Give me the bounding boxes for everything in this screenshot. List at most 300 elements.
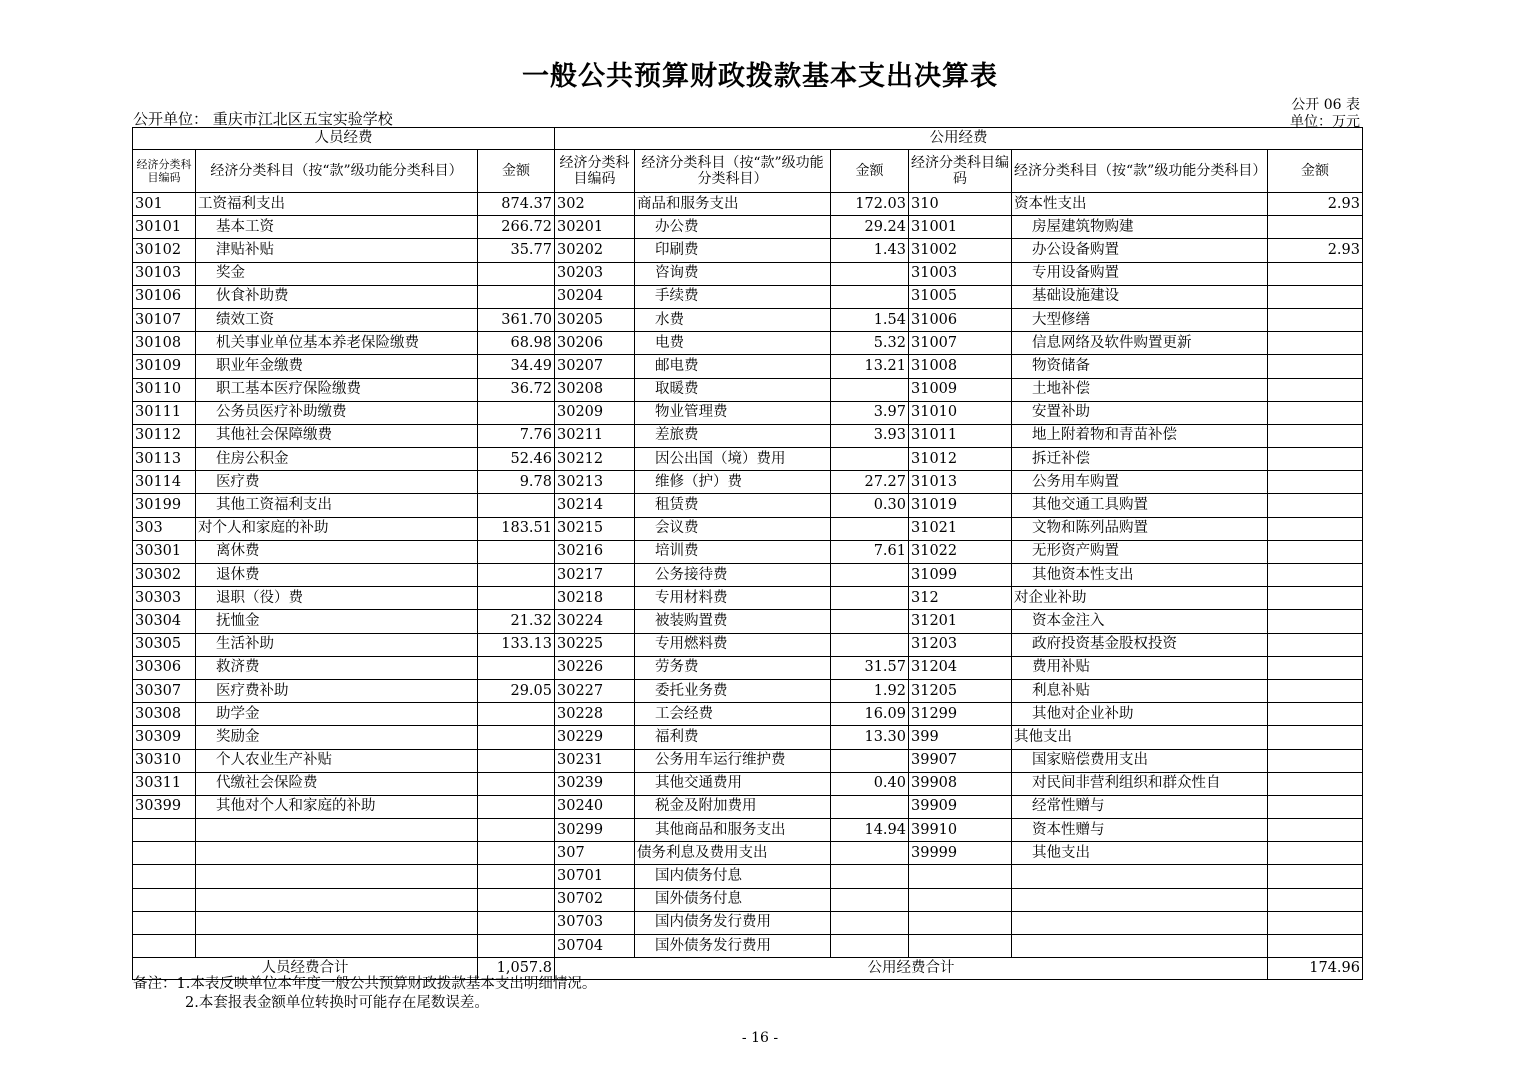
public-name-cell: 物业管理费 — [635, 401, 831, 424]
public-amount-cell: 14.94 — [831, 819, 909, 842]
personnel-name-cell: 奖励金 — [196, 726, 478, 749]
public-amount-cell: 27.27 — [831, 471, 909, 494]
public-amount-cell: 172.03 — [831, 193, 909, 216]
public-code-cell: 30209 — [555, 401, 635, 424]
public-name-cell: 差旅费 — [635, 424, 831, 447]
table-row — [133, 795, 1363, 818]
personnel-amount-cell — [478, 564, 555, 587]
capital-name-cell: 无形资产购置 — [1012, 540, 1268, 563]
public-amount-cell — [831, 587, 909, 610]
personnel-amount-cell: 36.72 — [478, 378, 555, 401]
page-title: 一般公共预算财政拨款基本支出决算表 — [522, 61, 998, 92]
table-row — [133, 911, 1363, 934]
table-row — [133, 703, 1363, 726]
public-name-cell: 税金及附加费用 — [635, 795, 831, 818]
personnel-code-cell: 30106 — [133, 285, 196, 308]
personnel-code-cell: 30110 — [133, 378, 196, 401]
personnel-name-cell: 助学金 — [196, 703, 478, 726]
capital-code-cell: 39909 — [909, 795, 1012, 818]
form-number: 公开 06 表 — [1291, 97, 1360, 113]
capital-amount-cell — [1268, 633, 1363, 656]
public-section-header: 公用经费 — [555, 128, 1363, 150]
capital-code-cell: 31001 — [909, 216, 1012, 239]
capital-name-cell: 其他交通工具购置 — [1012, 494, 1268, 517]
public-code-cell: 30201 — [555, 216, 635, 239]
personnel-code-cell: 30308 — [133, 703, 196, 726]
personnel-code-cell: 30307 — [133, 679, 196, 702]
public-code-cell: 30225 — [555, 633, 635, 656]
table-row — [133, 679, 1363, 702]
personnel-name-cell: 伙食补助费 — [196, 285, 478, 308]
public-name-cell: 劳务费 — [635, 656, 831, 679]
personnel-amount-cell — [478, 540, 555, 563]
capital-name-cell: 对企业补助 — [1012, 587, 1268, 610]
personnel-name-cell: 生活补助 — [196, 633, 478, 656]
public-total-value: 174.96 — [1268, 958, 1363, 980]
capital-amount-cell — [1268, 285, 1363, 308]
capital-amount-cell — [1268, 401, 1363, 424]
table-row — [133, 772, 1363, 795]
personnel-amount-cell: 52.46 — [478, 448, 555, 471]
public-total-label: 公用经费合计 — [555, 958, 1268, 980]
public-name-cell: 咨询费 — [635, 262, 831, 285]
personnel-amount-cell: 68.98 — [478, 332, 555, 355]
capital-code-cell: 39999 — [909, 842, 1012, 865]
capital-code-cell: 31009 — [909, 378, 1012, 401]
public-name-cell: 国内债务付息 — [635, 865, 831, 888]
public-name-cell: 取暖费 — [635, 378, 831, 401]
public-amount-cell: 0.40 — [831, 772, 909, 795]
personnel-code-cell: 303 — [133, 517, 196, 540]
public-name-cell: 电费 — [635, 332, 831, 355]
public-amount-cell: 3.97 — [831, 401, 909, 424]
public-name-cell: 专用材料费 — [635, 587, 831, 610]
public-amount-cell — [831, 888, 909, 911]
public-name-cell: 工会经费 — [635, 703, 831, 726]
public-name-cell: 租赁费 — [635, 494, 831, 517]
personnel-name-cell — [196, 819, 478, 842]
personnel-amount-cell — [478, 262, 555, 285]
personnel-amount-cell: 34.49 — [478, 355, 555, 378]
capital-amount-cell — [1268, 935, 1363, 958]
personnel-code-cell: 30113 — [133, 448, 196, 471]
capital-name-cell: 土地补偿 — [1012, 378, 1268, 401]
public-name-cell: 福利费 — [635, 726, 831, 749]
public-name-cell: 债务利息及费用支出 — [635, 842, 831, 865]
capital-code-cell: 31005 — [909, 285, 1012, 308]
public-name-cell: 因公出国（境）费用 — [635, 448, 831, 471]
personnel-name-cell: 基本工资 — [196, 216, 478, 239]
capital-amount-cell — [1268, 587, 1363, 610]
public-amount-cell: 3.93 — [831, 424, 909, 447]
personnel-code-cell: 30109 — [133, 355, 196, 378]
table-row — [133, 355, 1363, 378]
table-row — [133, 378, 1363, 401]
capital-amount-cell — [1268, 448, 1363, 471]
personnel-amount-cell: 133.13 — [478, 633, 555, 656]
public-code-cell: 30229 — [555, 726, 635, 749]
public-name-cell: 手续费 — [635, 285, 831, 308]
capital-name-cell — [1012, 865, 1268, 888]
capital-amount-cell — [1268, 842, 1363, 865]
capital-code-cell: 39907 — [909, 749, 1012, 772]
personnel-amount-cell — [478, 749, 555, 772]
table-row — [133, 656, 1363, 679]
table-row — [133, 262, 1363, 285]
public-amount-cell — [831, 935, 909, 958]
table-row — [133, 285, 1363, 308]
personnel-amount-cell: 183.51 — [478, 517, 555, 540]
capital-amount-cell — [1268, 610, 1363, 633]
public-code-cell: 30218 — [555, 587, 635, 610]
personnel-amount-cell: 361.70 — [478, 308, 555, 331]
public-name-cell: 维修（护）费 — [635, 471, 831, 494]
personnel-name-cell: 救济费 — [196, 656, 478, 679]
capital-amount-cell — [1268, 540, 1363, 563]
personnel-code-cell — [133, 911, 196, 934]
public-amount-cell — [831, 865, 909, 888]
personnel-code-cell: 30399 — [133, 795, 196, 818]
capital-amount-cell: 2.93 — [1268, 193, 1363, 216]
public-code-cell: 30226 — [555, 656, 635, 679]
note-line: 2.本套报表金额单位转换时可能存在尾数误差。 — [185, 995, 489, 1011]
header-code: 经济分类科目编码 — [555, 150, 635, 193]
section-header-row — [133, 128, 1363, 150]
capital-amount-cell — [1268, 795, 1363, 818]
public-name-cell: 国内债务发行费用 — [635, 911, 831, 934]
public-amount-cell — [831, 749, 909, 772]
capital-code-cell: 39910 — [909, 819, 1012, 842]
capital-amount-cell — [1268, 378, 1363, 401]
personnel-code-cell: 30199 — [133, 494, 196, 517]
table-row — [133, 239, 1363, 262]
capital-code-cell: 399 — [909, 726, 1012, 749]
capital-name-cell: 文物和陈列品购置 — [1012, 517, 1268, 540]
capital-name-cell: 拆迁补偿 — [1012, 448, 1268, 471]
amount-unit: 单位：万元 — [1290, 114, 1360, 130]
public-name-cell: 邮电费 — [635, 355, 831, 378]
capital-amount-cell — [1268, 355, 1363, 378]
public-amount-cell — [831, 842, 909, 865]
personnel-name-cell — [196, 865, 478, 888]
public-code-cell: 30228 — [555, 703, 635, 726]
public-amount-cell — [831, 285, 909, 308]
public-code-cell: 30239 — [555, 772, 635, 795]
public-amount-cell — [831, 448, 909, 471]
personnel-amount-cell: 266.72 — [478, 216, 555, 239]
personnel-name-cell: 其他社会保障缴费 — [196, 424, 478, 447]
capital-name-cell — [1012, 935, 1268, 958]
public-name-cell: 印刷费 — [635, 239, 831, 262]
personnel-amount-cell — [478, 587, 555, 610]
personnel-code-cell — [133, 842, 196, 865]
header-amount: 金额 — [478, 150, 555, 193]
public-amount-cell — [831, 564, 909, 587]
capital-code-cell: 31099 — [909, 564, 1012, 587]
capital-amount-cell — [1268, 494, 1363, 517]
public-code-cell: 30701 — [555, 865, 635, 888]
personnel-amount-cell: 9.78 — [478, 471, 555, 494]
capital-code-cell: 31299 — [909, 703, 1012, 726]
personnel-code-cell: 30304 — [133, 610, 196, 633]
table-row — [133, 401, 1363, 424]
capital-name-cell: 安置补助 — [1012, 401, 1268, 424]
capital-code-cell — [909, 935, 1012, 958]
header-code: 经济分类科目编码 — [133, 150, 196, 193]
personnel-amount-cell — [478, 911, 555, 934]
capital-amount-cell — [1268, 332, 1363, 355]
capital-name-cell: 其他支出 — [1012, 842, 1268, 865]
personnel-amount-cell — [478, 703, 555, 726]
public-amount-cell: 16.09 — [831, 703, 909, 726]
capital-name-cell: 经常性赠与 — [1012, 795, 1268, 818]
capital-amount-cell — [1268, 865, 1363, 888]
public-amount-cell — [831, 378, 909, 401]
personnel-name-cell: 公务员医疗补助缴费 — [196, 401, 478, 424]
table-row — [133, 517, 1363, 540]
capital-name-cell: 资本性支出 — [1012, 193, 1268, 216]
capital-code-cell: 31006 — [909, 308, 1012, 331]
public-amount-cell — [831, 517, 909, 540]
public-name-cell: 其他商品和服务支出 — [635, 819, 831, 842]
personnel-code-cell — [133, 888, 196, 911]
public-name-cell: 公务用车运行维护费 — [635, 749, 831, 772]
table-row — [133, 308, 1363, 331]
public-name-cell: 专用燃料费 — [635, 633, 831, 656]
personnel-amount-cell — [478, 726, 555, 749]
table-row — [133, 819, 1363, 842]
capital-name-cell: 公务用车购置 — [1012, 471, 1268, 494]
capital-name-cell: 政府投资基金股权投资 — [1012, 633, 1268, 656]
public-name-cell: 国外债务发行费用 — [635, 935, 831, 958]
public-code-cell: 30217 — [555, 564, 635, 587]
capital-code-cell — [909, 911, 1012, 934]
capital-amount-cell — [1268, 424, 1363, 447]
capital-code-cell: 31019 — [909, 494, 1012, 517]
capital-amount-cell — [1268, 471, 1363, 494]
header-name: 经济分类科目（按“款”级功能分类科目） — [196, 150, 478, 193]
header-name: 经济分类科目（按“款”级功能分类科目） — [635, 150, 831, 193]
personnel-amount-cell — [478, 772, 555, 795]
public-code-cell: 30212 — [555, 448, 635, 471]
table-row — [133, 424, 1363, 447]
public-name-cell: 培训费 — [635, 540, 831, 563]
capital-code-cell: 31010 — [909, 401, 1012, 424]
header-name: 经济分类科目（按“款”级功能分类科目） — [1012, 150, 1268, 193]
capital-code-cell: 31013 — [909, 471, 1012, 494]
personnel-code-cell: 30311 — [133, 772, 196, 795]
column-header-row — [133, 150, 1363, 193]
public-code-cell: 30224 — [555, 610, 635, 633]
capital-code-cell: 31008 — [909, 355, 1012, 378]
capital-name-cell: 专用设备购置 — [1012, 262, 1268, 285]
capital-amount-cell — [1268, 772, 1363, 795]
personnel-name-cell: 职工基本医疗保险缴费 — [196, 378, 478, 401]
personnel-code-cell: 30101 — [133, 216, 196, 239]
capital-amount-cell — [1268, 726, 1363, 749]
table-row — [133, 332, 1363, 355]
personnel-code-cell: 30309 — [133, 726, 196, 749]
public-name-cell: 其他交通费用 — [635, 772, 831, 795]
personnel-code-cell: 30310 — [133, 749, 196, 772]
public-code-cell: 302 — [555, 193, 635, 216]
table-row — [133, 448, 1363, 471]
personnel-amount-cell: 874.37 — [478, 193, 555, 216]
capital-name-cell: 费用补贴 — [1012, 656, 1268, 679]
capital-name-cell: 地上附着物和青苗补偿 — [1012, 424, 1268, 447]
personnel-name-cell: 对个人和家庭的补助 — [196, 517, 478, 540]
public-code-cell: 307 — [555, 842, 635, 865]
capital-amount-cell — [1268, 749, 1363, 772]
capital-code-cell: 31002 — [909, 239, 1012, 262]
public-code-cell: 30204 — [555, 285, 635, 308]
personnel-code-cell: 30102 — [133, 239, 196, 262]
public-amount-cell — [831, 795, 909, 818]
personnel-name-cell — [196, 888, 478, 911]
page-number: - 16 - — [741, 1030, 779, 1046]
public-name-cell: 国外债务付息 — [635, 888, 831, 911]
public-amount-cell: 5.32 — [831, 332, 909, 355]
personnel-amount-cell: 35.77 — [478, 239, 555, 262]
public-name-cell: 商品和服务支出 — [635, 193, 831, 216]
personnel-amount-cell — [478, 494, 555, 517]
table-row — [133, 888, 1363, 911]
table-row — [133, 935, 1363, 958]
public-amount-cell: 13.30 — [831, 726, 909, 749]
public-code-cell: 30704 — [555, 935, 635, 958]
personnel-amount-cell — [478, 819, 555, 842]
public-code-cell: 30214 — [555, 494, 635, 517]
public-amount-cell — [831, 262, 909, 285]
capital-amount-cell — [1268, 679, 1363, 702]
capital-code-cell: 31012 — [909, 448, 1012, 471]
public-amount-cell: 0.30 — [831, 494, 909, 517]
table-row — [133, 587, 1363, 610]
capital-name-cell: 利息补贴 — [1012, 679, 1268, 702]
public-name-cell: 水费 — [635, 308, 831, 331]
table-row — [133, 540, 1363, 563]
personnel-code-cell: 30103 — [133, 262, 196, 285]
capital-name-cell: 其他对企业补助 — [1012, 703, 1268, 726]
personnel-code-cell: 30306 — [133, 656, 196, 679]
personnel-name-cell: 奖金 — [196, 262, 478, 285]
capital-name-cell: 国家赔偿费用支出 — [1012, 749, 1268, 772]
table-row — [133, 216, 1363, 239]
personnel-name-cell: 其他工资福利支出 — [196, 494, 478, 517]
capital-name-cell: 对民间非营利组织和群众性自 — [1012, 772, 1268, 795]
personnel-name-cell: 其他对个人和家庭的补助 — [196, 795, 478, 818]
personnel-name-cell: 代缴社会保险费 — [196, 772, 478, 795]
public-amount-cell — [831, 610, 909, 633]
public-code-cell: 30231 — [555, 749, 635, 772]
table-row — [133, 865, 1363, 888]
personnel-amount-cell — [478, 656, 555, 679]
capital-amount-cell — [1268, 819, 1363, 842]
public-code-cell: 30202 — [555, 239, 635, 262]
capital-code-cell: 31201 — [909, 610, 1012, 633]
capital-amount-cell — [1268, 517, 1363, 540]
capital-code-cell: 31011 — [909, 424, 1012, 447]
table-row — [133, 749, 1363, 772]
capital-code-cell: 31007 — [909, 332, 1012, 355]
capital-name-cell: 基础设施建设 — [1012, 285, 1268, 308]
personnel-name-cell: 机关事业单位基本养老保险缴费 — [196, 332, 478, 355]
capital-amount-cell — [1268, 911, 1363, 934]
personnel-amount-cell — [478, 285, 555, 308]
capital-amount-cell — [1268, 703, 1363, 726]
header-amount: 金额 — [1268, 150, 1363, 193]
capital-code-cell: 39908 — [909, 772, 1012, 795]
personnel-amount-cell — [478, 865, 555, 888]
personnel-name-cell: 职业年金缴费 — [196, 355, 478, 378]
table-row — [133, 633, 1363, 656]
public-name-cell: 委托业务费 — [635, 679, 831, 702]
personnel-code-cell: 30108 — [133, 332, 196, 355]
public-code-cell: 30702 — [555, 888, 635, 911]
public-code-cell: 30211 — [555, 424, 635, 447]
public-code-cell: 30216 — [555, 540, 635, 563]
public-name-cell: 办公费 — [635, 216, 831, 239]
personnel-name-cell: 退职（役）费 — [196, 587, 478, 610]
table-row — [133, 564, 1363, 587]
personnel-name-cell: 离休费 — [196, 540, 478, 563]
table-row — [133, 494, 1363, 517]
capital-name-cell: 大型修缮 — [1012, 308, 1268, 331]
personnel-code-cell: 30301 — [133, 540, 196, 563]
personnel-name-cell: 个人农业生产补贴 — [196, 749, 478, 772]
public-code-cell: 30227 — [555, 679, 635, 702]
personnel-name-cell: 绩效工资 — [196, 308, 478, 331]
capital-code-cell: 31021 — [909, 517, 1012, 540]
capital-name-cell: 信息网络及软件购置更新 — [1012, 332, 1268, 355]
capital-name-cell — [1012, 911, 1268, 934]
personnel-name-cell: 工资福利支出 — [196, 193, 478, 216]
public-code-cell: 30203 — [555, 262, 635, 285]
personnel-code-cell: 301 — [133, 193, 196, 216]
public-name-cell: 被装购置费 — [635, 610, 831, 633]
public-code-cell: 30207 — [555, 355, 635, 378]
note-line: 备注：1.本表反映单位本年度一般公共预算财政拨款基本支出明细情况。 — [133, 976, 597, 992]
public-code-cell: 30299 — [555, 819, 635, 842]
capital-name-cell: 物资储备 — [1012, 355, 1268, 378]
reporting-unit: 公开单位： 重庆市江北区五宝实验学校 — [133, 110, 393, 128]
capital-amount-cell — [1268, 262, 1363, 285]
personnel-name-cell: 津贴补贴 — [196, 239, 478, 262]
public-name-cell: 会议费 — [635, 517, 831, 540]
table-row — [133, 842, 1363, 865]
public-amount-cell: 31.57 — [831, 656, 909, 679]
capital-name-cell: 房屋建筑物购建 — [1012, 216, 1268, 239]
capital-code-cell: 310 — [909, 193, 1012, 216]
capital-name-cell: 资本性赠与 — [1012, 819, 1268, 842]
public-amount-cell — [831, 911, 909, 934]
personnel-name-cell: 医疗费补助 — [196, 679, 478, 702]
personnel-amount-cell: 29.05 — [478, 679, 555, 702]
capital-name-cell: 其他资本性支出 — [1012, 564, 1268, 587]
capital-code-cell — [909, 888, 1012, 911]
public-code-cell: 30206 — [555, 332, 635, 355]
capital-code-cell: 312 — [909, 587, 1012, 610]
capital-code-cell: 31022 — [909, 540, 1012, 563]
personnel-name-cell — [196, 935, 478, 958]
public-amount-cell — [831, 633, 909, 656]
personnel-code-cell: 30107 — [133, 308, 196, 331]
capital-code-cell: 31203 — [909, 633, 1012, 656]
public-amount-cell: 1.43 — [831, 239, 909, 262]
personnel-name-cell: 医疗费 — [196, 471, 478, 494]
capital-code-cell — [909, 865, 1012, 888]
personnel-total-label: 人员经费合计 — [133, 958, 478, 980]
